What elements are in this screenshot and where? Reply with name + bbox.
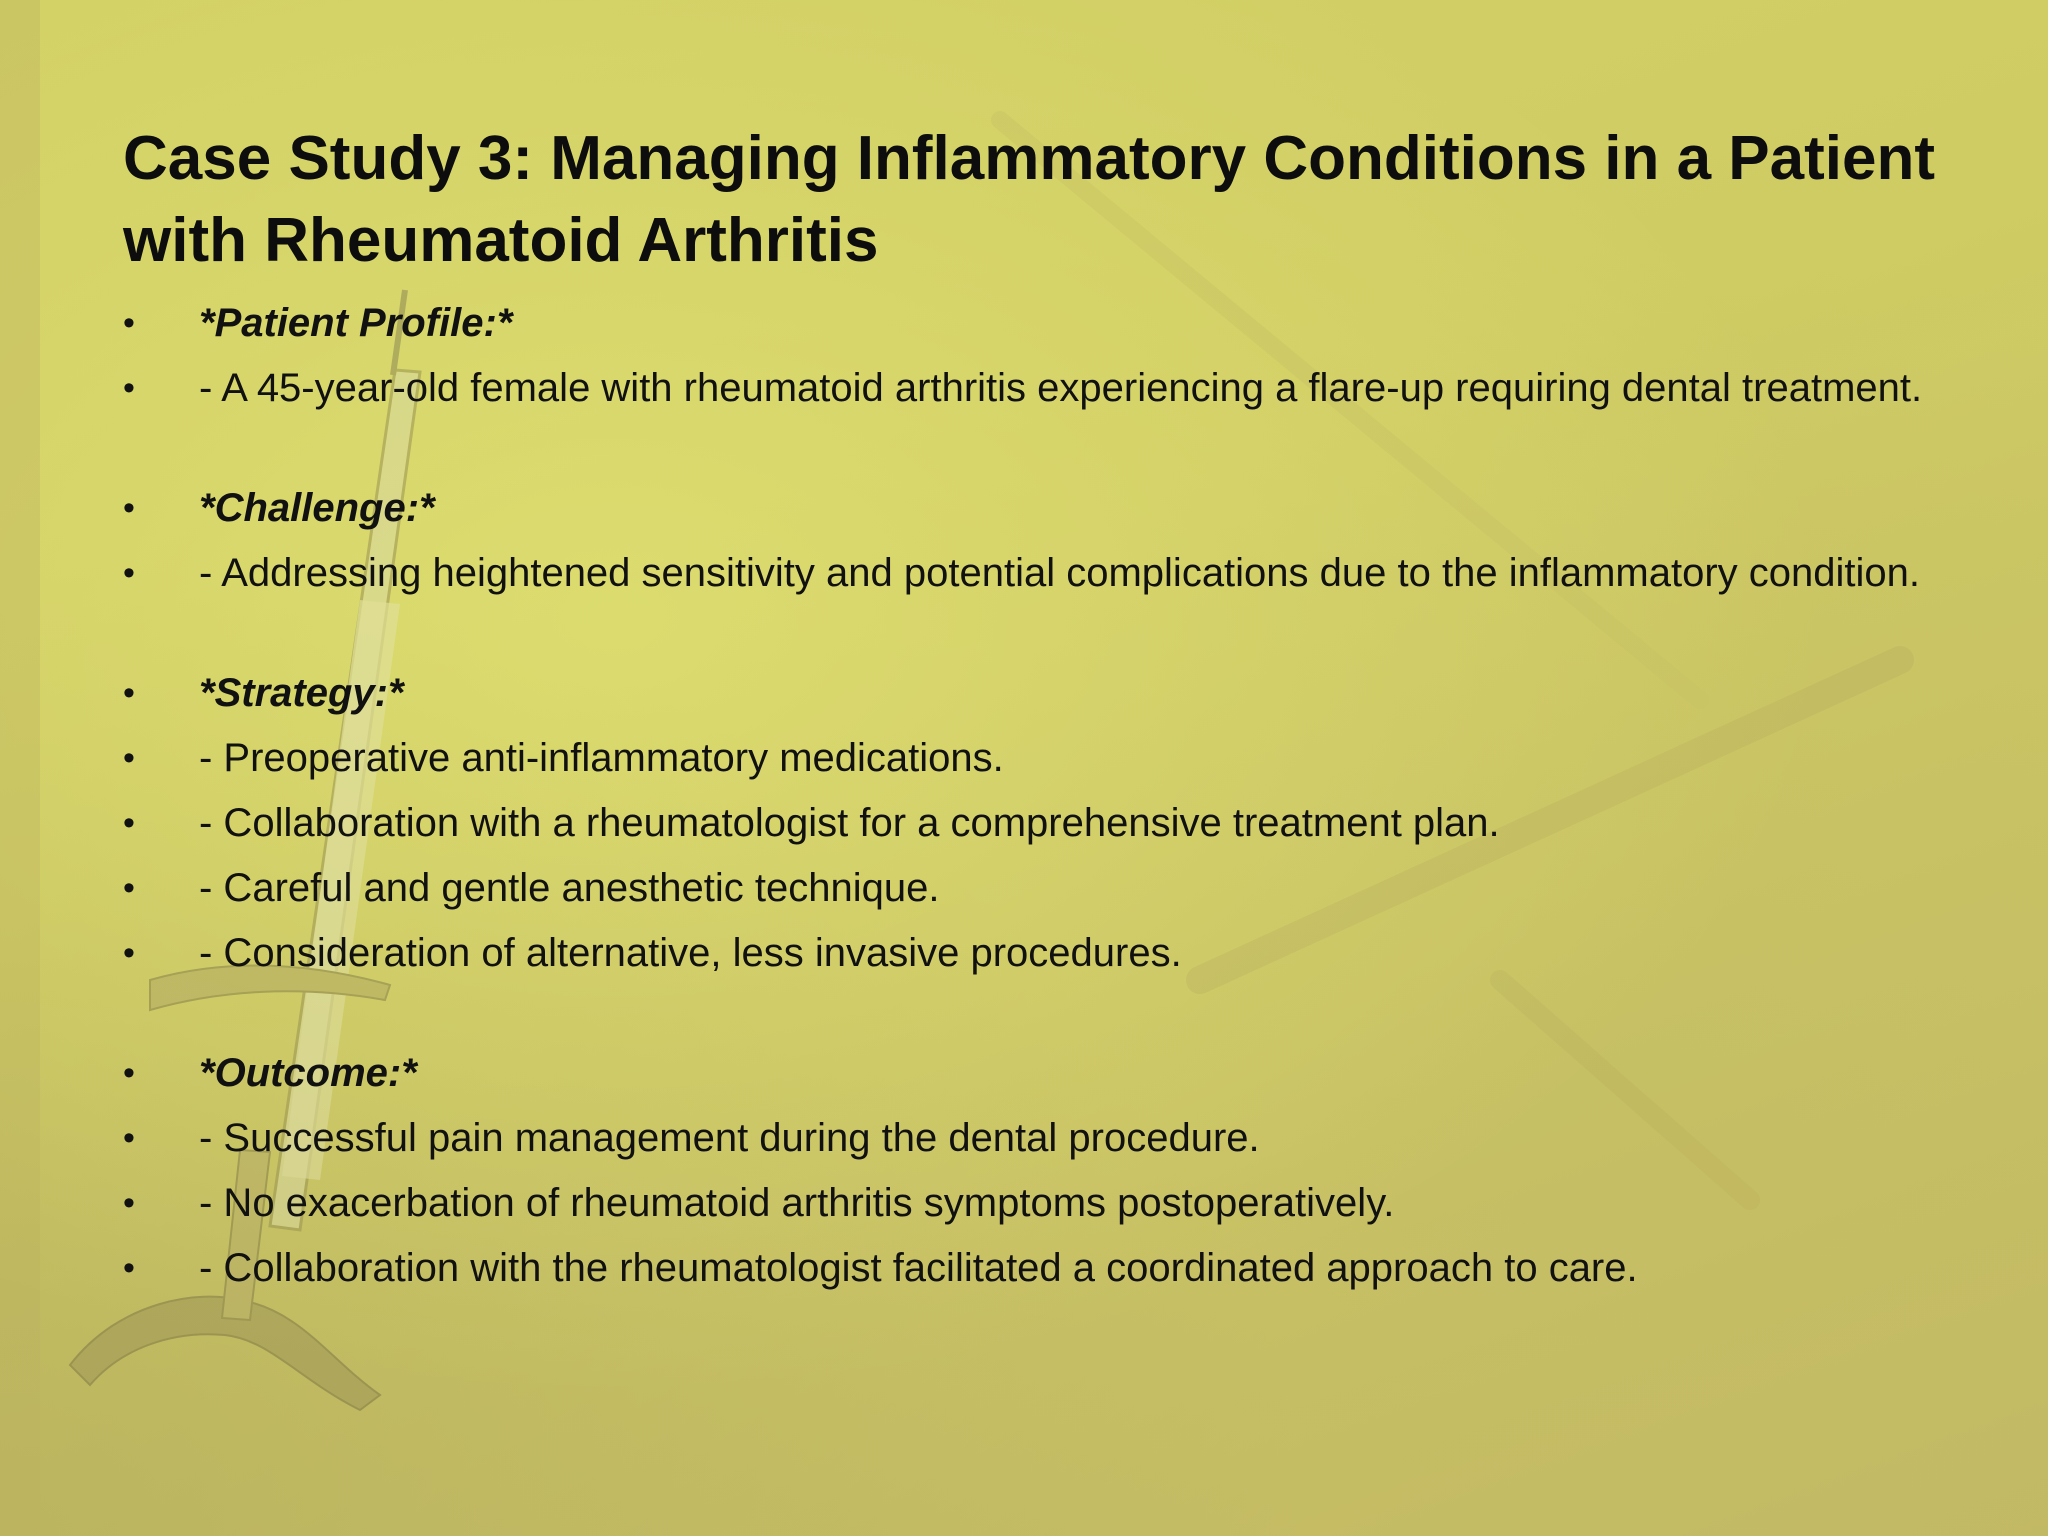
bullet-marker: • (123, 674, 135, 712)
section-heading-text: *Challenge:* (199, 486, 435, 530)
bullet-marker: • (123, 934, 135, 972)
bullet-item (123, 926, 1923, 981)
section-heading-bullet (123, 1046, 1923, 1101)
section-heading-text: *Outcome:* (199, 1051, 417, 1095)
bullet-item (123, 1111, 1923, 1166)
bullet-marker: • (123, 489, 135, 527)
bullet-marker: • (123, 554, 135, 592)
section-heading-bullet (123, 296, 1923, 351)
bullet-text: - Collaboration with a rheumatologist for a comprehensive treatment plan. (199, 801, 1500, 845)
bullet-text: - Addressing heightened sensitivity and potential complications due to the inflammatory condition. (199, 551, 1920, 595)
bullet-marker: • (123, 1184, 135, 1222)
section-heading-bullet (123, 481, 1923, 536)
bullet-text: - Collaboration with the rheumatologist facilitated a coordinated approach to care. (199, 1246, 1638, 1290)
section-heading-bullet (123, 666, 1923, 721)
bullet-item (123, 861, 1923, 916)
bullet-marker: • (123, 1054, 135, 1092)
bullet-marker: • (123, 369, 135, 407)
bullet-text: - Careful and gentle anesthetic technique. (199, 866, 940, 910)
bullet-list (123, 296, 1923, 1306)
bullet-text: - A 45-year-old female with rheumatoid arthritis experiencing a flare-up requiring dental treatment. (199, 366, 1923, 410)
section-heading-text: *Strategy:* (199, 671, 404, 715)
bullet-text: - Preoperative anti-inflammatory medications. (199, 736, 1004, 780)
bullet-item (123, 546, 1923, 601)
bullet-item (123, 1241, 1923, 1296)
bullet-marker: • (123, 304, 135, 342)
bullet-marker: • (123, 1119, 135, 1157)
section-heading-text: *Patient Profile:* (199, 301, 513, 345)
bullet-item (123, 1176, 1923, 1231)
bullet-text: - Successful pain management during the dental procedure. (199, 1116, 1260, 1160)
slide-title: Case Study 3: Managing Inflammatory Conditions in a Patient with Rheumatoid Arthritis (123, 124, 1936, 275)
bullet-marker: • (123, 869, 135, 907)
bullet-text: - Consideration of alternative, less invasive procedures. (199, 931, 1182, 975)
bullet-item (123, 361, 1923, 416)
bullet-item (123, 796, 1923, 851)
bullet-marker: • (123, 739, 135, 777)
bullet-text: - No exacerbation of rheumatoid arthritis symptoms postoperatively. (199, 1181, 1395, 1225)
bullet-marker: • (123, 1249, 135, 1287)
bullet-marker: • (123, 804, 135, 842)
bullet-item (123, 731, 1923, 786)
